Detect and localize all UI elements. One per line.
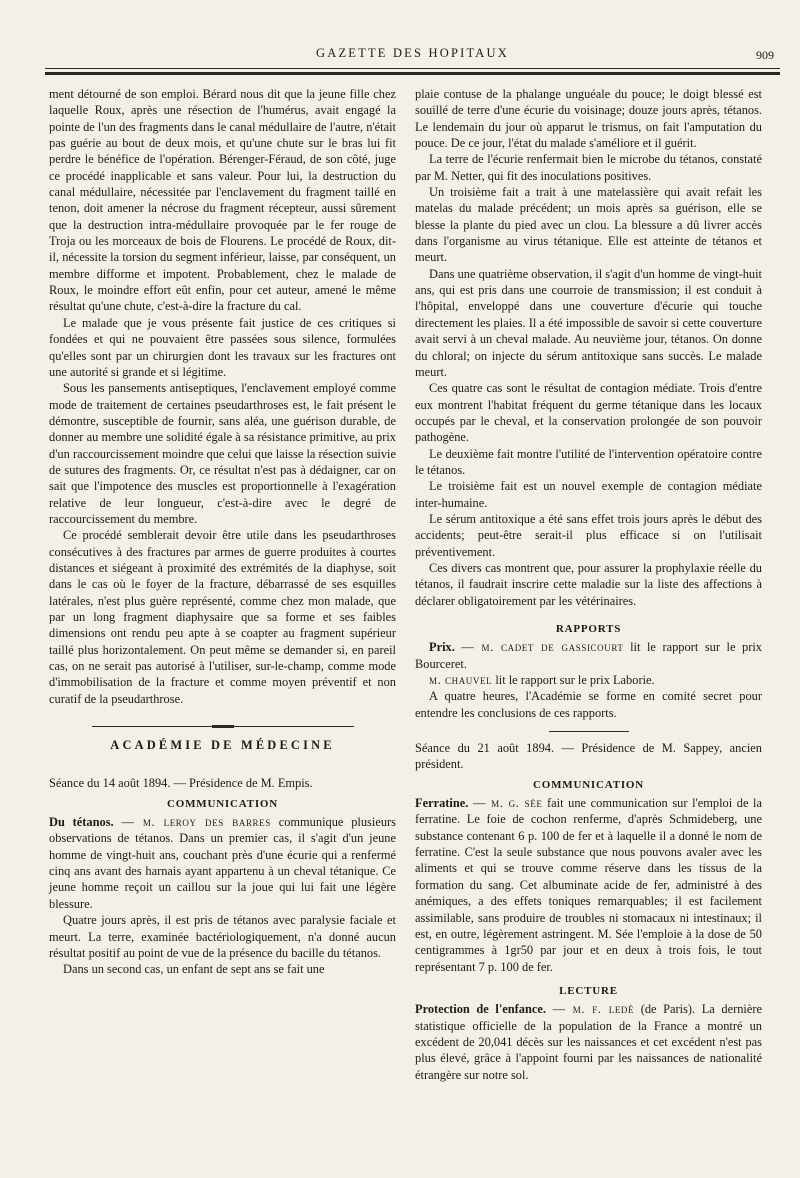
right-column [415,86,762,1083]
section-separator [549,731,629,732]
lecture-heading: LECTURE [559,984,618,997]
paragraph-text: (de Paris). La dernière statistique officielle de la population de la France a montré un excédent de 20,041 décès sur les naissances et cet excédent n'est pas plus élevé, grâce à l'appoint fourni par les naissances de nationalité étrangère sur notre sol. [415,1002,762,1082]
article-title: Du tétanos. [49,815,114,830]
paragraph-text: communique plusieurs observations de tétanos. Dans un premier cas, il s'agit d'un jeune homme de vingt-huit ans, couchant près d'une écurie qui a renfermé cinq ans avant des harnais ayant appartenu à un cheval tétanique. Ce jeune homme reçoit un caillou sur la joue qui lui fait une légère blessure. [49,815,396,911]
author-name: — m. cadet de gassicourt [461,640,624,655]
paragraph: ment détourné de son emploi. Bérard nous dit que la jeune fille chez laquelle Roux, après une résection de l'humérus, avait engagé la pointe de l'un des fragments dans le canal médullaire de l'autre, n'était pas guérie au bout de deux mois, et qu'une chute sur le bras lui fit perdre le bénéfice de l'opération. Bérenger-Féraud, de son côté, juge ce procédé inapplicable et sans valeur. Pour lui, la destruction du canal médullaire, nécessitée par l'enclavement du fragment taillé en tenon, doit amener la nécrose du fragment récepteur, aussi sûrement que la destruction intra-médullaire provoquée par le fer rouge de Troja ou les morceaux de bois de Flourens. Le procédé de Roux, dit-il, nécessite la torsion du segment inférieur, laisse, par conséquent, un membre difforme et impotent. Probablement, chez le malade de Roux, le moindre effort eût enfin, pour cet auteur, amené le même résultat qu'une chute, c'est-à-dire la fracture du cal. [49,87,396,314]
paragraph: Ces quatre cas sont le résultat de contagion médiate. Trois d'entre eux montrent l'habitat fréquent du germe tétanique dans les locaux occupés par le cheval, et la conservation prolongée de son pouvoir pathogène. [415,381,762,445]
paragraph: Ces divers cas montrent que, pour assurer la prophylaxie réelle du tétanos, il faudrait inscrire cette maladie sur la liste des affections à déclarer obligatoirement par les vétérinaires. [415,560,762,608]
paragraph: Dans un second cas, un enfant de sept ans se fait une [63,962,325,977]
paragraph: Un troisième fait a trait à une matelassière qui avait refait les matelas du malade précédent; un mois après sa guérison, elle se blesse la plante du pied avec un clou. La blessure a dû livrer accès dans l'organisme au virus tétanique. Elle est atteinte de tétanos et meurt. [415,185,762,265]
seance-line: Séance du 21 août 1894. — Présidence de M. Sappey, ancien président. [415,741,762,772]
paragraph: Le troisième fait est un nouvel exemple de contagion médiate inter-humaine. [415,479,762,510]
rapports-heading: RAPPORTS [555,623,622,635]
paragraph-text: fait une communication sur l'emploi de la ferratine. Le foie de cochon renferme, d'après Schmideberg, une substance contenant 6 p. 100 de fer et à laquelle il a donné le nom de ferratine. C'est la seule substance que nous pouvons avaler avec les aliments et qui se trouve comme réserve dans les tissus de la formation du sang. Cet albuminate acide de fer, administré à des anémiques, a des effets toniques remarquables; il est facilement assimilable, sans produire de troubles ni stomacaux ni intestinaux; il est, en outre, légèrement astringent. M. Sée l'emploie à la dose de 50 centigrammes à 1gr50 par jour et en deux à trois fois, le tout représentant 7 p. 100 de fer. [415,796,762,974]
paragraph: Dans une quatrième observation, il s'agit d'un homme de vingt-huit ans, qui est pris dans une courroie de transmission; il est conduit à l'hôpital, enveloppé dans une couverture d'écurie qui touche directement les plaies. Il a été impossible de savoir si cette couverture avait servi à un cheval malade. Au neuvième jour, tétanos. On donne du chloral; on injecte du sérum antitoxique sans succès. Le malade meurt. [415,266,762,379]
journal-title: GAZETTE DES HOPITAUX [316,46,509,60]
paragraph [49,814,396,912]
paragraph: Le sérum antitoxique a été sans effet trois jours après le début des accidents; peut-être serait-il plus efficace si on l'utilisait préventivement. [415,511,762,559]
paragraph: A quatre heures, l'Académie se forme en comité secret pour entendre les conclusions de ces rapports. [415,689,762,720]
paragraph: plaie contuse de la phalange unguéale du pouce; le doigt blessé est souillé de terre d'une écurie du voisinage; douze jours après, tétanos. Le lendemain du jour où apparut le trismus, on fait l'amputation du pouce. De ce jour, l'état du malade s'améliore et il guérit. [415,87,762,151]
academie-heading: ACADÉMIE DE MÉDECINE [110,738,335,753]
paragraph [415,639,762,672]
paragraph: Quatre jours après, il est pris de tétanos avec paralysie faciale et meurt. La terre, examinée bactériologiquement, n'a donné aucun résultat positif au point de vue de la présence du bacille du tétanos. [49,913,396,960]
communication-heading: COMMUNICATION [166,797,279,810]
paragraph [415,795,762,975]
running-header [45,42,780,70]
author-name: — m. leroy des barres [121,815,271,830]
paragraph: Ce procédé semblerait devoir être utile dans les pseudarthroses consécutives à des fractures par armes de guerre produites à courtes distances et siégeant à proximité des extrémités de la diaphyse, soit dans le cas où le foyer de la fracture, débarrassé de ses esquilles latérales, n'est plus guère représenté, comme chez mon malade, que par un long fragment diaphysaire que sa forme et ses faibles dimensions ont rendu peu apte à se coapter au fragment supérieur taillé plus horizontalement. On peut même se demander si, en pareil cas, on ne serait pas autorisé à l'utiliser, sur-le-champ, comme mode d'immobilisation de la fracture et comme moyen préventif et non curatif de la pseudarthrose. [49,528,396,706]
paragraph [415,1001,762,1083]
author-name: — m. f. ledé [552,1002,635,1017]
paragraph [415,672,762,688]
article-title: Ferratine. [415,796,469,811]
section-ornament [49,717,396,729]
paragraph: Le malade que je vous présente fait justice de ces critiques si fondées et qui ne pouvaient être passées sous silence, formulées qu'elles sont par un chirurgien dont les travaux sur les fractures ont une autorité si grande et si légitime. [49,315,396,379]
paragraph: Le deuxième fait montre l'utilité de l'intervention opératoire contre le tétanos. [415,446,762,477]
page-number: 909 [756,48,774,62]
seance-line: Séance du 14 août 1894. — Présidence de M. Empis. [49,776,313,791]
header-rule-thick [45,72,780,75]
paragraph: La terre de l'écurie renfermait bien le microbe du tétanos, constaté par M. Netter, qui fit des inoculations positives. [415,152,762,183]
paragraph-text: lit le rapport sur le prix Bourceret. [415,640,762,671]
paragraph-text: lit le rapport sur le prix Laborie. [495,673,655,688]
left-column [49,86,396,978]
author-name: m. chauvel [429,673,493,688]
paragraph: Sous les pansements antiseptiques, l'enclavement employé comme mode de traitement de certaines pseudarthroses est, le fait présent le démontre, susceptible de fournir, sans aléa, une guérison durable, de donner au membre une solidité égale à sa résistance primitive, au prix d'un raccourcissement moindre que celui que laisse la résection suivie de sutures des fragments. Or, ce résultat n'est pas à dédaigner, car on sait que l'impotence des muscles est proportionnelle à l'exagération relative de leur longueur, c'est-à-dire avec le degré de raccourcissement du membre. [49,381,396,526]
communication-heading: COMMUNICATION [532,778,645,791]
header-rule-thin [45,68,780,69]
author-name: — m. g. sée [472,796,543,811]
article-title: Prix. [429,640,455,655]
article-title: Protection de l'enfance. [415,1002,546,1017]
